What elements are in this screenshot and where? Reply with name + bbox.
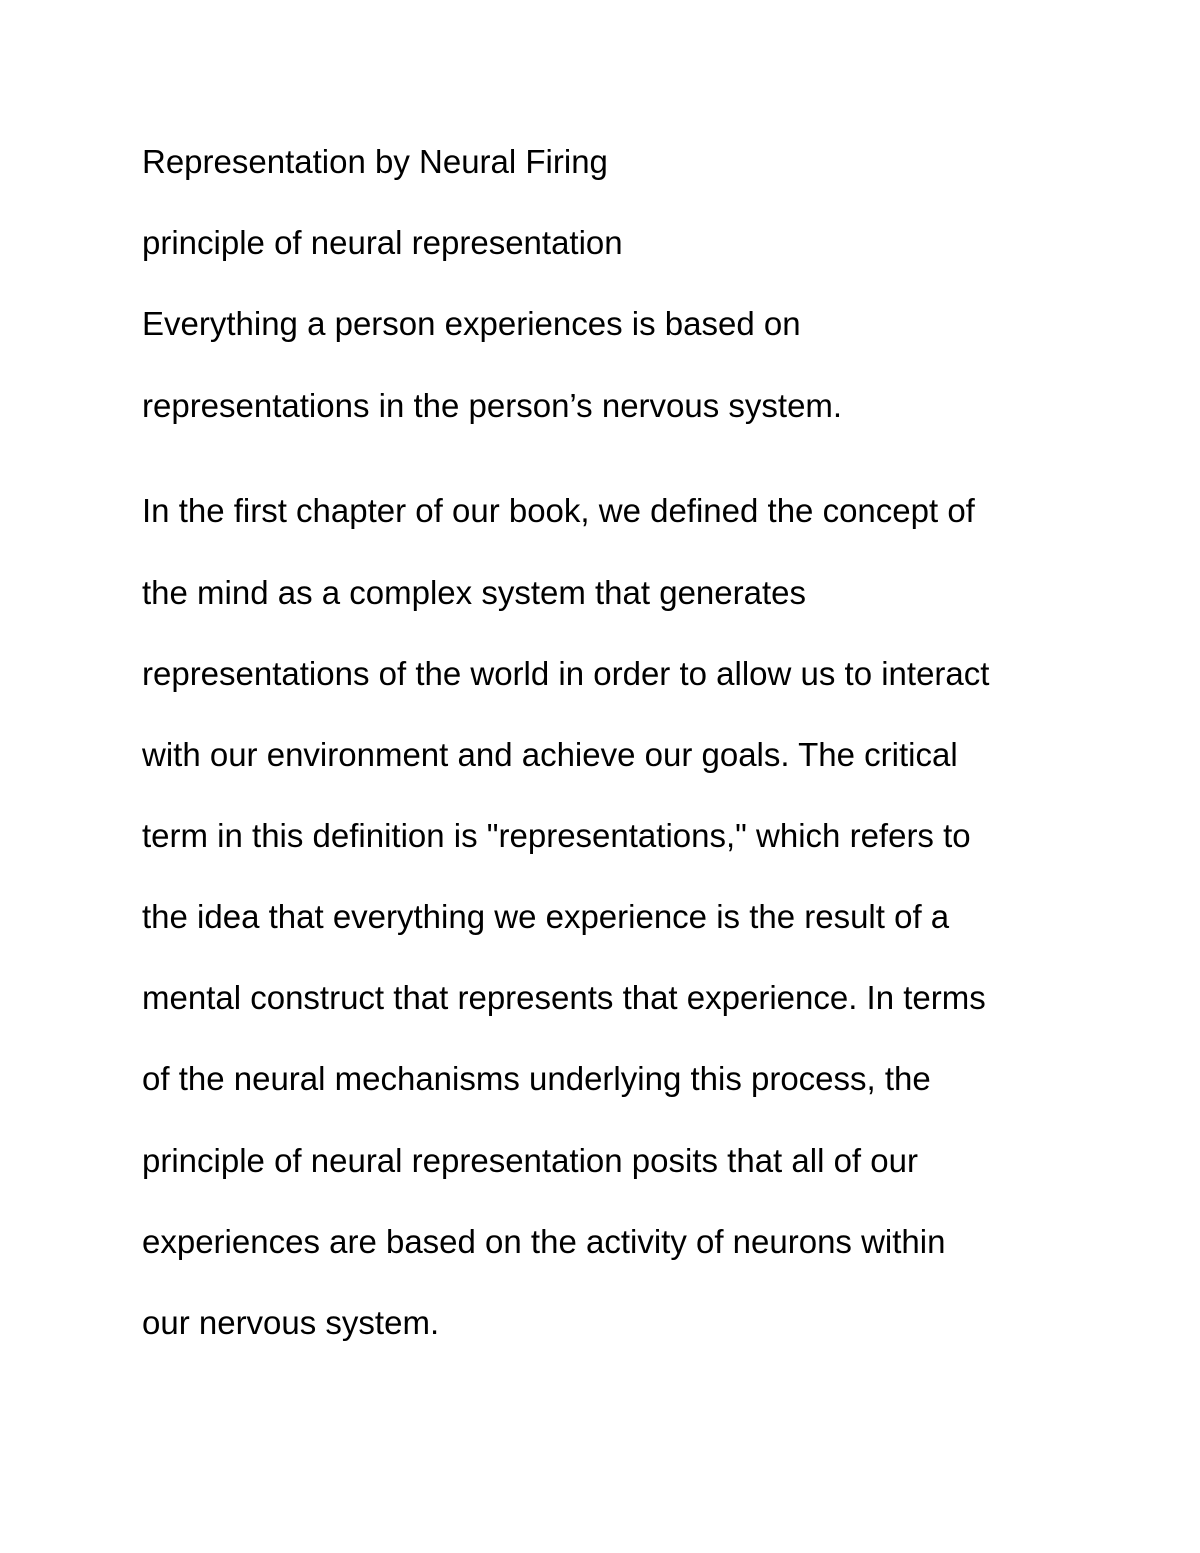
definition-line: representations in the person’s nervous system. — [142, 387, 843, 424]
document-title: Representation by Neural Firing — [142, 143, 608, 180]
paragraph-line: the idea that everything we experience is the result of a — [142, 898, 950, 935]
paragraph-line: principle of neural representation posits that all of our — [142, 1142, 918, 1179]
paragraph-line: mental construct that represents that experience. In terms — [142, 979, 986, 1016]
term-heading: principle of neural representation — [142, 224, 623, 261]
paragraph-line: with our environment and achieve our goals. The critical — [142, 736, 958, 773]
paragraph-line: In the first chapter of our book, we defined the concept of — [142, 492, 975, 529]
definition-line: Everything a person experiences is based on — [142, 305, 801, 342]
paragraph-line: term in this definition is "representations," which refers to — [142, 817, 971, 854]
paragraph-line: the mind as a complex system that generates — [142, 574, 806, 611]
paragraph-line: our nervous system. — [142, 1304, 440, 1341]
paragraph-line: of the neural mechanisms underlying this process, the — [142, 1060, 931, 1097]
paragraph-line: experiences are based on the activity of neurons within — [142, 1223, 946, 1260]
paragraph-line: representations of the world in order to allow us to interact — [142, 655, 990, 692]
